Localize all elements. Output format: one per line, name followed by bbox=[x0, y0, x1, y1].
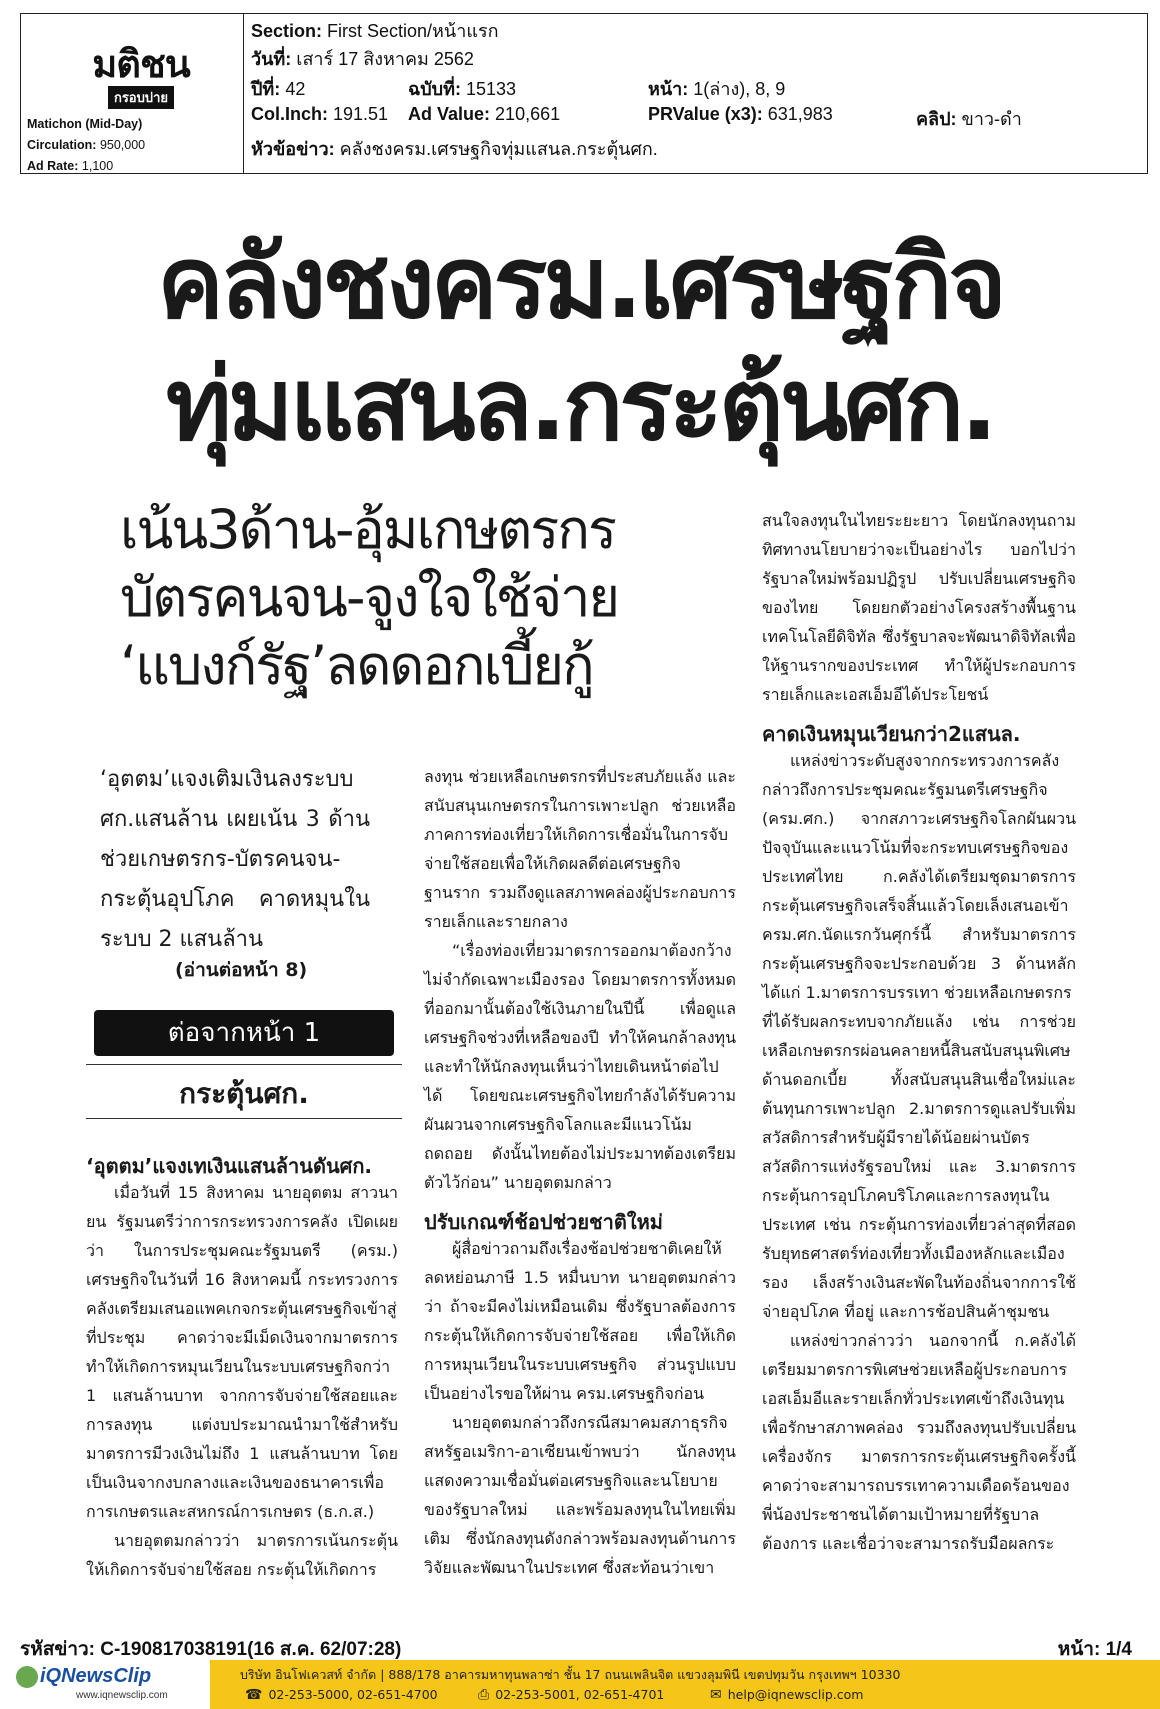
continued-from-banner: ต่อจากหน้า 1 bbox=[94, 1010, 394, 1056]
phone-contact: ☎ 02-253-5000, 02-651-4700 bbox=[245, 1687, 438, 1703]
divider bbox=[86, 1064, 402, 1065]
publication-box bbox=[21, 14, 244, 173]
lead-paragraph: ‘อุตตม’แจงเติมเงินลงระบบ ศก.แสนล้าน เผยเน้น 3 ด้านช่วยเกษตรกร-บัตรคนจน-กระตุ้นอุปโภค คาดหมุนในระบบ 2 แสนล้าน bbox=[100, 767, 370, 952]
section-row: Section: First Section/หน้าแรก bbox=[251, 21, 499, 41]
column-3: สนใจลงทุนในไทยระยะยาว โดยนักลงทุนถามทิศทางนโยบายว่าจะเป็นอย่างไร บอกไปว่ารัฐบาลใหม่พร้อมปฏิรูป ปรับเปลี่ยนเศรษฐกิจของไทย โดยยกตัวอย่างโครงสร้างพื้นฐานเทคโนโลยีดิจิทัล ซึ่งรัฐบาลจะพัฒนาดิจิทัลเพื่อให้ฐานรากของประเทศ ทำให้ผู้ประกอบการรายเล็กและเอสเอ็มอีได้ประโยชน์ bbox=[762, 511, 1076, 704]
colinch-field: Col.Inch: 191.51 bbox=[251, 104, 389, 124]
issue-field: ฉบับที่: 15133 bbox=[408, 79, 517, 99]
column-2-cont: ผู้สื่อข่าวถามถึงเรื่องช้อปช่วยชาติเคยให้ลดหย่อนภาษี 1.5 หมื่นบาท นายอุตตมกล่าวว่า ถ้าจะมีคงไม่เหมือนเดิม ซึ่งรัฐบาลต้องการกระตุ้นให้เกิดการจับจ่ายใช้สอย เพื่อให้เกิดการหมุนเวียนในระบบเศรษฐกิจ ส่วนรูปแบบเป็นอย่างไรขอให้ผ่าน ครม.เศรษฐกิจก่อน นายอุตตมกล่าวถึงกรณีสมาคมสภาธุรกิจสหรัฐอเมริกา-อาเซียนเข้าพบว่า นักลงทุนแสดงความเชื่อมั่นต่อเศรษฐกิจและนโยบายของรัฐบาลใหม่ และพร้อมลงทุนในไทยเพิ่มเติม ซึ่งนักลงทุนดังกล่าวพร้อมลงทุนด้านการวิจัยและพัฒนาในประเทศ ซึ่งสะท้อนว่าเขา bbox=[424, 1239, 736, 1577]
company-address: บริษัท อินโฟเควสท์ จำกัด | 888/178 อาคารมหาทุนพลาซ่า ชั้น 17 ถนนเพลินจิต แขวงลุมพินี เขตปทุมวัน กรุงเทพฯ 10330 bbox=[240, 1667, 901, 1682]
date-row: วันที่: เสาร์ 17 สิงหาคม 2562 bbox=[251, 49, 474, 69]
iqnewsclip-icon bbox=[16, 1666, 38, 1688]
advalue-field: Ad Value: 210,661 bbox=[408, 104, 561, 124]
continue-note: (อ่านต่อหน้า 8) bbox=[175, 959, 308, 981]
phone-icon: ☎ bbox=[245, 1687, 263, 1703]
headline-field: หัวข้อข่าว: คลังชงครม.เศรษฐกิจทุ่มแสนล.กระตุ้นศก. bbox=[251, 139, 658, 159]
subheading: ‘อุตตม’แจงเทเงินแสนล้านดันศก. bbox=[86, 1154, 373, 1178]
divider bbox=[86, 1118, 402, 1119]
column-3-cont: แหล่งข่าวระดับสูงจากกระทรวงการคลังกล่าวถึงการประชุมคณะรัฐมนตรีเศรษฐกิจ (ครม.ศก.) จากสภาวะเศรษฐกิจโลกผันผวนปัจจุบันและแนวโน้มที่จะกระทบเศรษฐกิจของประเทศไทย ก.คลังได้เตรียมชุดมาตรการกระตุ้นเศรษฐกิจเสร็จสิ้นแล้วโดยเล็งเสนอเข้า ครม.ศก.นัดแรกวันศุกร์นี้ สำหรับมาตรการกระตุ้นเศรษฐกิจจะประกอบด้วย 3 ด้านหลักได้แก่ 1.มาตรการบรรเทา ช่วยเหลือเกษตรกร ที่ได้รับผลกระทบจากภัยแล้ง เช่น การช่วยเหลือเกษตรกรผ่อนคลายหนี้สินสนับสนุนพิเศษด้านดอกเบี้ย ทั้งสนับสนุนสินเชื่อใหม่และต้นทุนการเพาะปลูก 2.มาตรการดูแลปรับเพิ่มสวัสดิการสำหรับผู้มีรายได้น้อยผ่านบัตรสวัสดิการแห่งรัฐรอบใหม่ และ 3.มาตรการกระตุ้นการอุปโภคบริโภคและการลงทุนในประเทศ เช่น กระตุ้นการท่องเที่ยวล่าสุดที่สอดรับยุทธศาสตร์ท่องเที่ยวทั้งเมืองหลักและเมืองรอง เล็งสร้างเงินสะพัดในท้องถิ่นจากการใช้จ่ายอุปโภค ที่อยู่ และการช้อปสินค้าชุมชน แหล่งข่าวกล่าวว่า นอกจากนี้ ก.คลังได้เตรียมมาตรการพิเศษช่วยเหลือผู้ประกอบการเอสเอ็มอีและรายเล็กทั่วประเทศเข้าถึงเงินทุนเพื่อรักษาสภาพคล่อง รวมถึงลงทุนปรับเปลี่ยนเครื่องจักร มาตรการกระตุ้นเศรษฐกิจครั้งนี้ คาดว่าจะสามารถบรรเทาความเดือดร้อนของพี่น้องประชาชนได้ตามเป้าหมายที่รัฐบาลต้องการ และเชื่อว่าจะสามารถรับมือผลกระ bbox=[762, 751, 1076, 1553]
page-indicator: หน้า: 1/4 bbox=[1057, 1639, 1132, 1660]
continued-title: กระตุ้นศก. bbox=[179, 1077, 309, 1110]
column-2: ลงทุน ช่วยเหลือเกษตรกรที่ประสบภัยแล้ง และสนับสนุนเกษตรกรในการเพาะปลูก ช่วยเหลือภาคการท่องเที่ยวให้เกิดการเชื่อมั่นในการจับจ่ายใช้สอยเพื่อให้เกิดผลดีต่อเศรษฐกิจฐานราก รวมถึงดูแลสภาพคล่องผู้ประกอบการรายเล็กและรายกลาง “เรื่องท่องเที่ยวมาตรการออกมาต้องกว้างไม่จำกัดเฉพาะเมืองรอง โดยมาตรการทั้งหมดที่ออกมานั้นต้องใช้เงินภายในปีนี้ เพื่อดูแลเศรษฐกิจช่วงที่เหลือของปี ทำให้คนกล้าลงทุนและทำให้นักลงทุนเห็นว่าไทยเดินหน้าต่อไปได้ โดยขณะเศรษฐกิจไทยกำลังได้รับความผันผวนจากเศรษฐกิจโลกและมีแนวโน้มถดถอย ดังนั้นไทยต้องไม่ประมาทต้องเตรียมตัวไว้ก่อน” นายอุตตมกล่าว bbox=[424, 767, 736, 1192]
fax-icon: ⎙ bbox=[478, 1687, 490, 1703]
main-headline: คลังชงครม.เศรษฐกิจ ทุ่มแสนล.กระตุ้นศก. bbox=[157, 224, 1003, 463]
page-field: หน้า: 1(ล่าง), 8, 9 bbox=[648, 79, 786, 99]
clip-header bbox=[20, 13, 1148, 174]
email-icon: ✉ bbox=[710, 1687, 722, 1703]
news-code: รหัสข่าว: C-190817038191(16 ส.ค. 62/07:28) bbox=[20, 1639, 402, 1660]
matichon-logo: มติชน กรอบบ่าย bbox=[76, 44, 206, 109]
subheading: คาดเงินหมุนเวียนกว่า2แสนล. bbox=[762, 722, 1021, 746]
clip-metadata bbox=[251, 14, 1147, 173]
year-field: ปีที่: 42 bbox=[251, 79, 306, 99]
clip-field: คลิป: ขาว-ดำ bbox=[916, 109, 1022, 129]
email-contact[interactable]: ✉ help@iqnewsclip.com bbox=[710, 1687, 864, 1703]
publication-info: Matichon (Mid-Day) Circulation: 950,000 Ad Rate: 1,100 bbox=[27, 117, 146, 173]
fax-contact: ⎙ 02-253-5001, 02-651-4701 bbox=[478, 1687, 665, 1703]
prvalue-field: PRValue (x3): 631,983 bbox=[648, 104, 833, 124]
sub-headline: เน้น3ด้าน-อุ้มเกษตรกร บัตรคนจน-จูงใจใช้จ่าย ‘แบงก์รัฐ’ลดดอกเบี้ยกู้ bbox=[120, 498, 619, 697]
iqnewsclip-logo: iQNewsClip www.iqnewsclip.com bbox=[0, 1660, 210, 1709]
column-1: เมื่อวันที่ 15 สิงหาคม นายอุตตม สาวนายน รัฐมนตรีว่าการกระทรวงการคลัง เปิดเผยว่า ในการประชุมคณะรัฐมนตรี (ครม.) เศรษฐกิจในวันที่ 16 สิงหาคมนี้ กระทรวงการคลังเตรียมเสนอแพคเกจกระตุ้นเศรษฐกิจเข้าสู่ที่ประชุม คาดว่าจะมีเม็ดเงินจากมาตรการทำให้เกิดการหมุนเวียนในระบบเศรษฐกิจกว่า 1 แสนล้านบาท จากการจับจ่ายใช้สอยและการลงทุน แต่งบประมาณนำมาใช้สำหรับมาตรการมีวงเงินไม่ถึง 1 แสนล้านบาท โดยเป็นเงินจากงบกลางและเงินของธนาคารเพื่อการเกษตรและสหกรณ์การเกษตร (ธ.ก.ส.) นายอุตตมกล่าวว่า มาตรการเน้นกระตุ้นให้เกิดการจับจ่ายใช้สอย กระตุ้นให้เกิดการ bbox=[86, 1183, 398, 1579]
subheading: ปรับเกณฑ์ช้อปช่วยชาติใหม่ bbox=[424, 1210, 663, 1234]
